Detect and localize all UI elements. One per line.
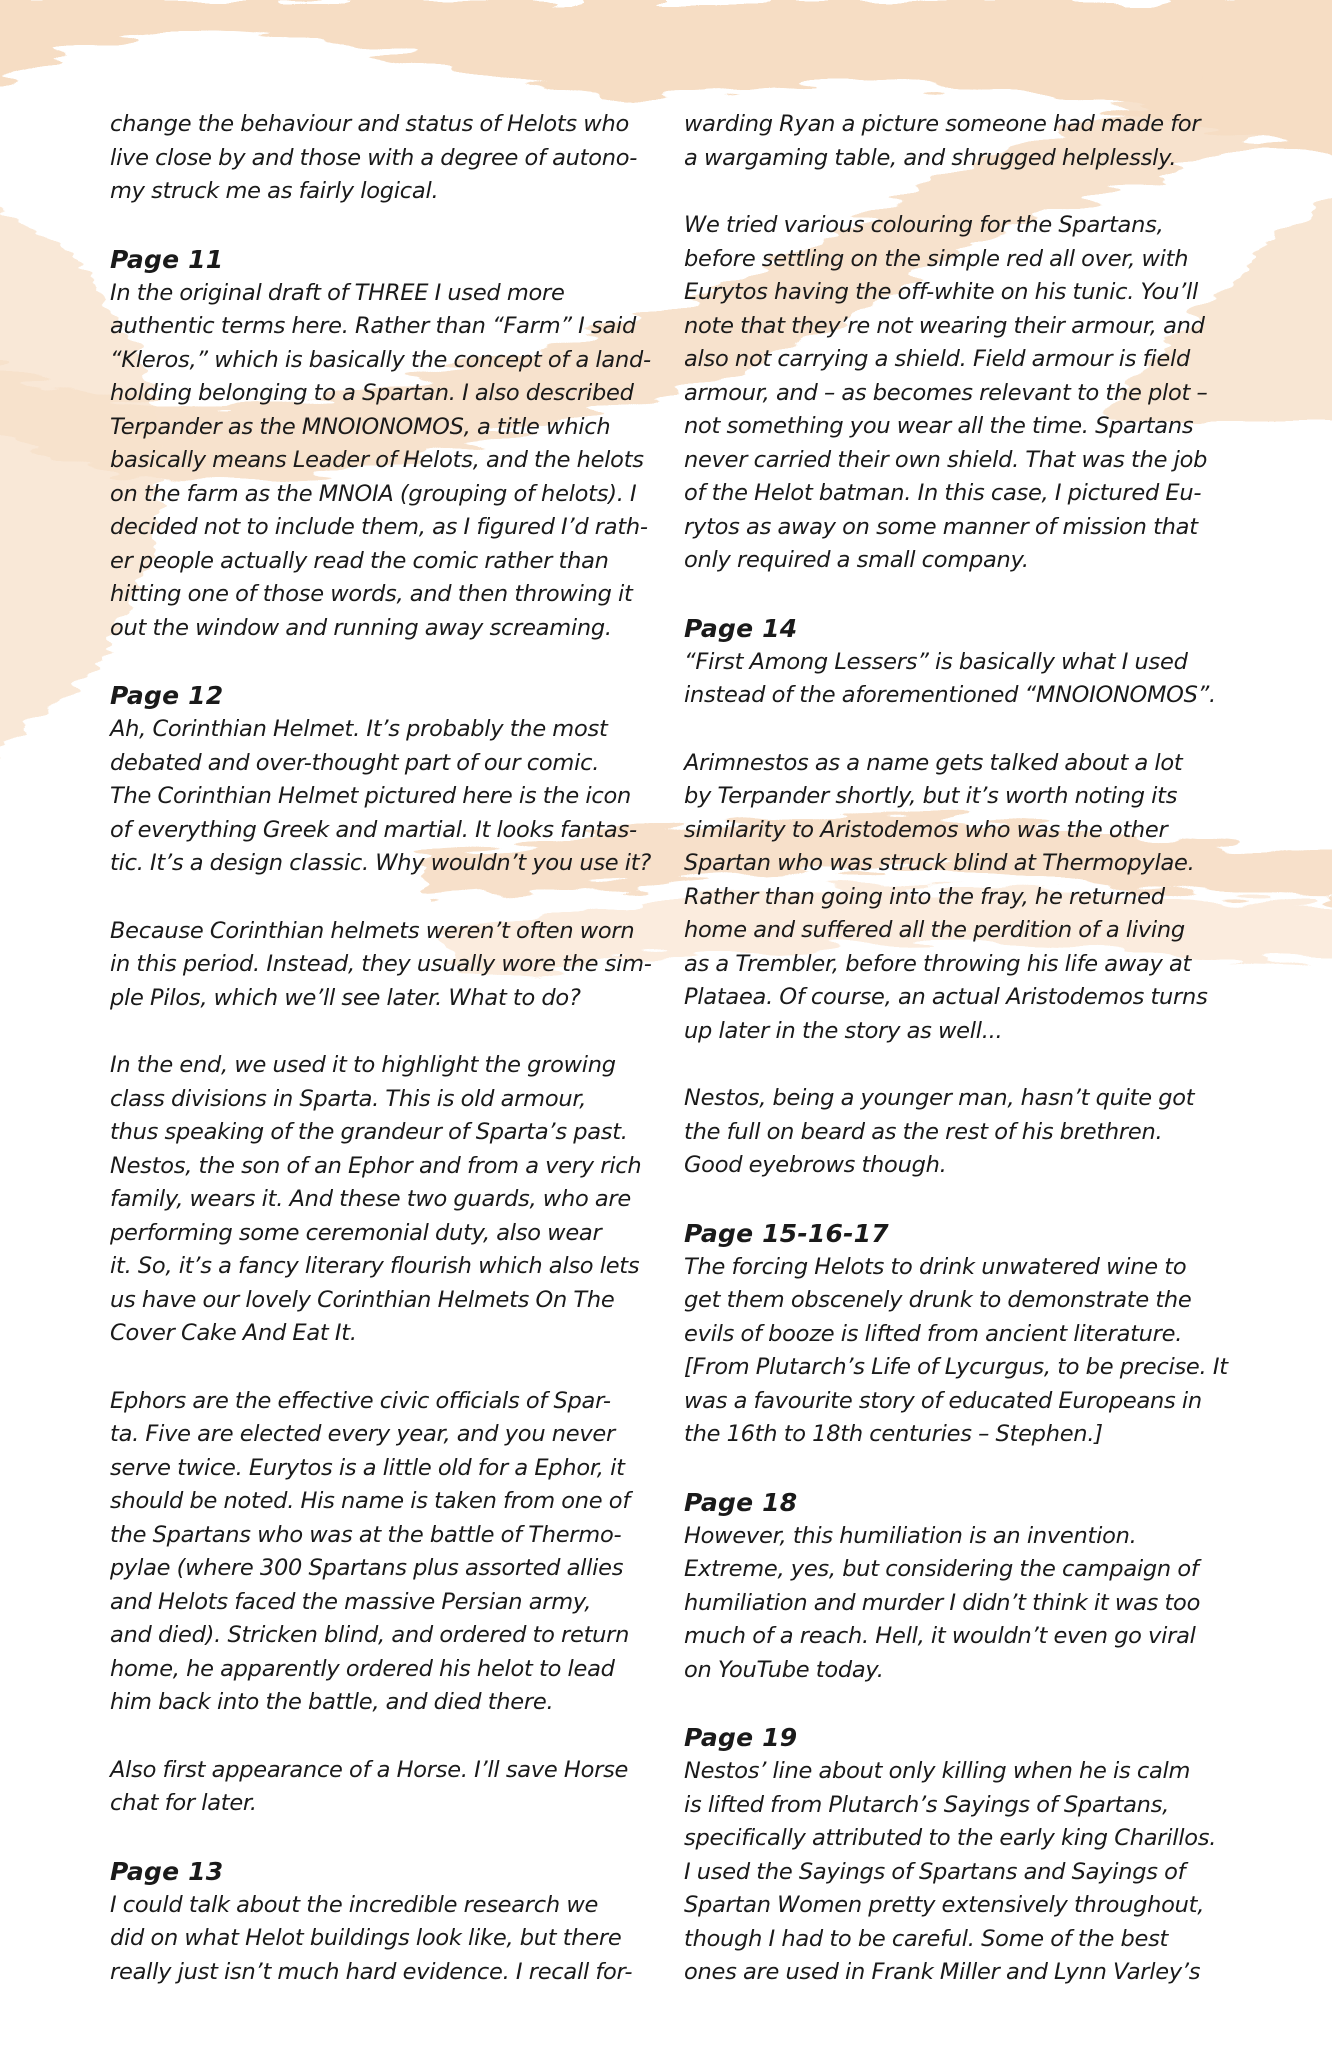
text-block: [684, 747, 1240, 1049]
paragraph: change the behaviour and status of Helots who live close by and those with a degree of autono- my struck me as fairly logical.: [110, 111, 638, 204]
section-heading: Page 11: [110, 244, 224, 274]
section-page-14: [684, 612, 1240, 713]
paragraph: Because Corinthian helmets weren’t often worn in this period. Instead, they usually wore the sim- ple Pilos, which we’ll see later. What to do?: [110, 917, 652, 1011]
paragraph: The forcing Helots to drink unwatered wine to get them obscenely drunk to demonstrate the evils of booze is lifted from ancient literature. [From Plutarch’s Life of Lycurgus, to be precise. It was a favourite story of educated Europeans in the 16th to 18th centuries – Stephen.]: [684, 1253, 1228, 1447]
paragraph: In the original draft of THREE I used more authentic terms here. Rather than “Farm” I said “Kleros,” which is basically the concept of a land- holding belonging to a Spartan. I also described Terpander as the MNOIONOMOS, a title which basically means Leader of Helots, and the helots on the farm as the MNOIA (grouping of helots). I decided not to include them, as I figured I’d rath- er people actually read the comic rather than hitting one of those words, and then throwing it out the window and running away screaming.: [110, 279, 651, 641]
paragraph: Nestos, being a younger man, hasn’t quite got the full on beard as the rest of his brethren. Good eyebrows though.: [684, 1085, 1195, 1178]
section-page-18: [684, 1486, 1240, 1688]
section-page-15-16-17: [684, 1217, 1240, 1452]
right-column: [684, 108, 1240, 2024]
paragraph: Also first appearance of a Horse. I’ll save Horse chat for later.: [110, 1756, 629, 1816]
section-heading: Page 14: [684, 613, 798, 643]
section-page-13: [110, 1855, 666, 1990]
paragraph: Ephors are the effective civic officials of Spar- ta. Five are elected every year, and you never serve twice. Eurytos is a little old for a Ephor, it should be noted. His name is taken from one of the Spartans who was at the battle of Thermo- pylae (where 300 Spartans plus assorted allies and Helots faced the massive Persian army, and died). Stricken blind, and ordered to return home, he apparently ordered his helot to lead him back into the battle, and died there.: [110, 1387, 630, 1715]
section-page-12: [110, 679, 666, 881]
paragraph: I could talk about the incredible research we did on what Helot buildings look like, but there really just isn’t much hard evidence. I recall for-: [110, 1891, 633, 1985]
text-block: [684, 209, 1240, 578]
text-block: [110, 108, 666, 209]
section-heading: Page 18: [684, 1487, 798, 1517]
section-heading: Page 19: [684, 1723, 798, 1752]
text-block: [110, 915, 666, 1016]
text-block: [110, 1385, 666, 1720]
section-heading: Page 13: [110, 1856, 224, 1886]
left-column: [110, 108, 666, 2023]
text-block: [110, 1754, 666, 1821]
section-page-19: [684, 1721, 1240, 1990]
section-heading: Page 12: [110, 681, 224, 710]
paragraph: Arimnestos as a name gets talked about a lot by Terpander shortly, but it’s worth noting its similarity to Aristodemos who was the other Spartan who was struck blind at Thermopylae. Rather than going into the fray, he returned home and suffered all the perdition of a living as a Trembler, before throwing his life away at Plataea. Of course, an actual Aristodemos turns up later in the story as well...: [684, 749, 1208, 1044]
paragraph: warding Ryan a picture someone had made for a wargaming table, and shrugged helplessly.: [684, 111, 1201, 171]
section-page-11: [110, 243, 666, 646]
paragraph: In the end, we used it to highlight the growing class divisions in Sparta. This is old armour, thus speaking of the grandeur of Sparta’s past. Nestos, the son of an Ephor and from a very rich family, wears it. And these two guards, who are performing some ceremonial duty, also wear it. So, it’s a fancy literary flourish which also lets us have our lovely Corinthian Helmets On The Cover Cake And Eat It.: [110, 1052, 642, 1346]
paragraph: Nestos’ line about only killing when he is calm is lifted from Plutarch’s Sayings of Spartans, specifically attributed to the early king Charillos. I used the Sayings of Spartans and Sayings of Spartan Women pretty extensively throughout, though I had to be careful. Some of the best ones are used in Frank Miller and Lynn Varley’s: [684, 1758, 1217, 1985]
paragraph: However, this humiliation is an invention. Extreme, yes, but considering the campaign of humiliation and murder I didn’t think it was too much of a reach. Hell, it wouldn’t even go viral on YouTube today.: [684, 1522, 1201, 1683]
paragraph: Ah, Corinthian Helmet. It’s probably the most debated and over-thought part of our comic. The Corinthian Helmet pictured here is the icon of everything Greek and martial. It looks fantas- tic. It’s a design classic. Why wouldn’t you use it?: [110, 716, 652, 876]
text-block: [110, 1049, 666, 1351]
text-block: [684, 108, 1240, 175]
paragraph: “First Among Lessers” is basically what I used instead of the aforementioned “MNOIONOMOS”.: [684, 648, 1216, 708]
section-heading: Page 15-16-17: [684, 1218, 889, 1248]
paragraph: We tried various colouring for the Spartans, before settling on the simple red all over, with Eurytos having the off-white on his tunic. You’ll note that they’re not wearing their armour, and also not carrying a shield. Field armour is field armour, and – as becomes relevant to the plot – not something you wear all the time. Spartans never carried their own shield. That was the job of the Helot batman. In this case, I pictured Eu- rytos as away on some manner of mission that only required a small company.: [684, 212, 1208, 573]
text-block: [684, 1082, 1240, 1183]
